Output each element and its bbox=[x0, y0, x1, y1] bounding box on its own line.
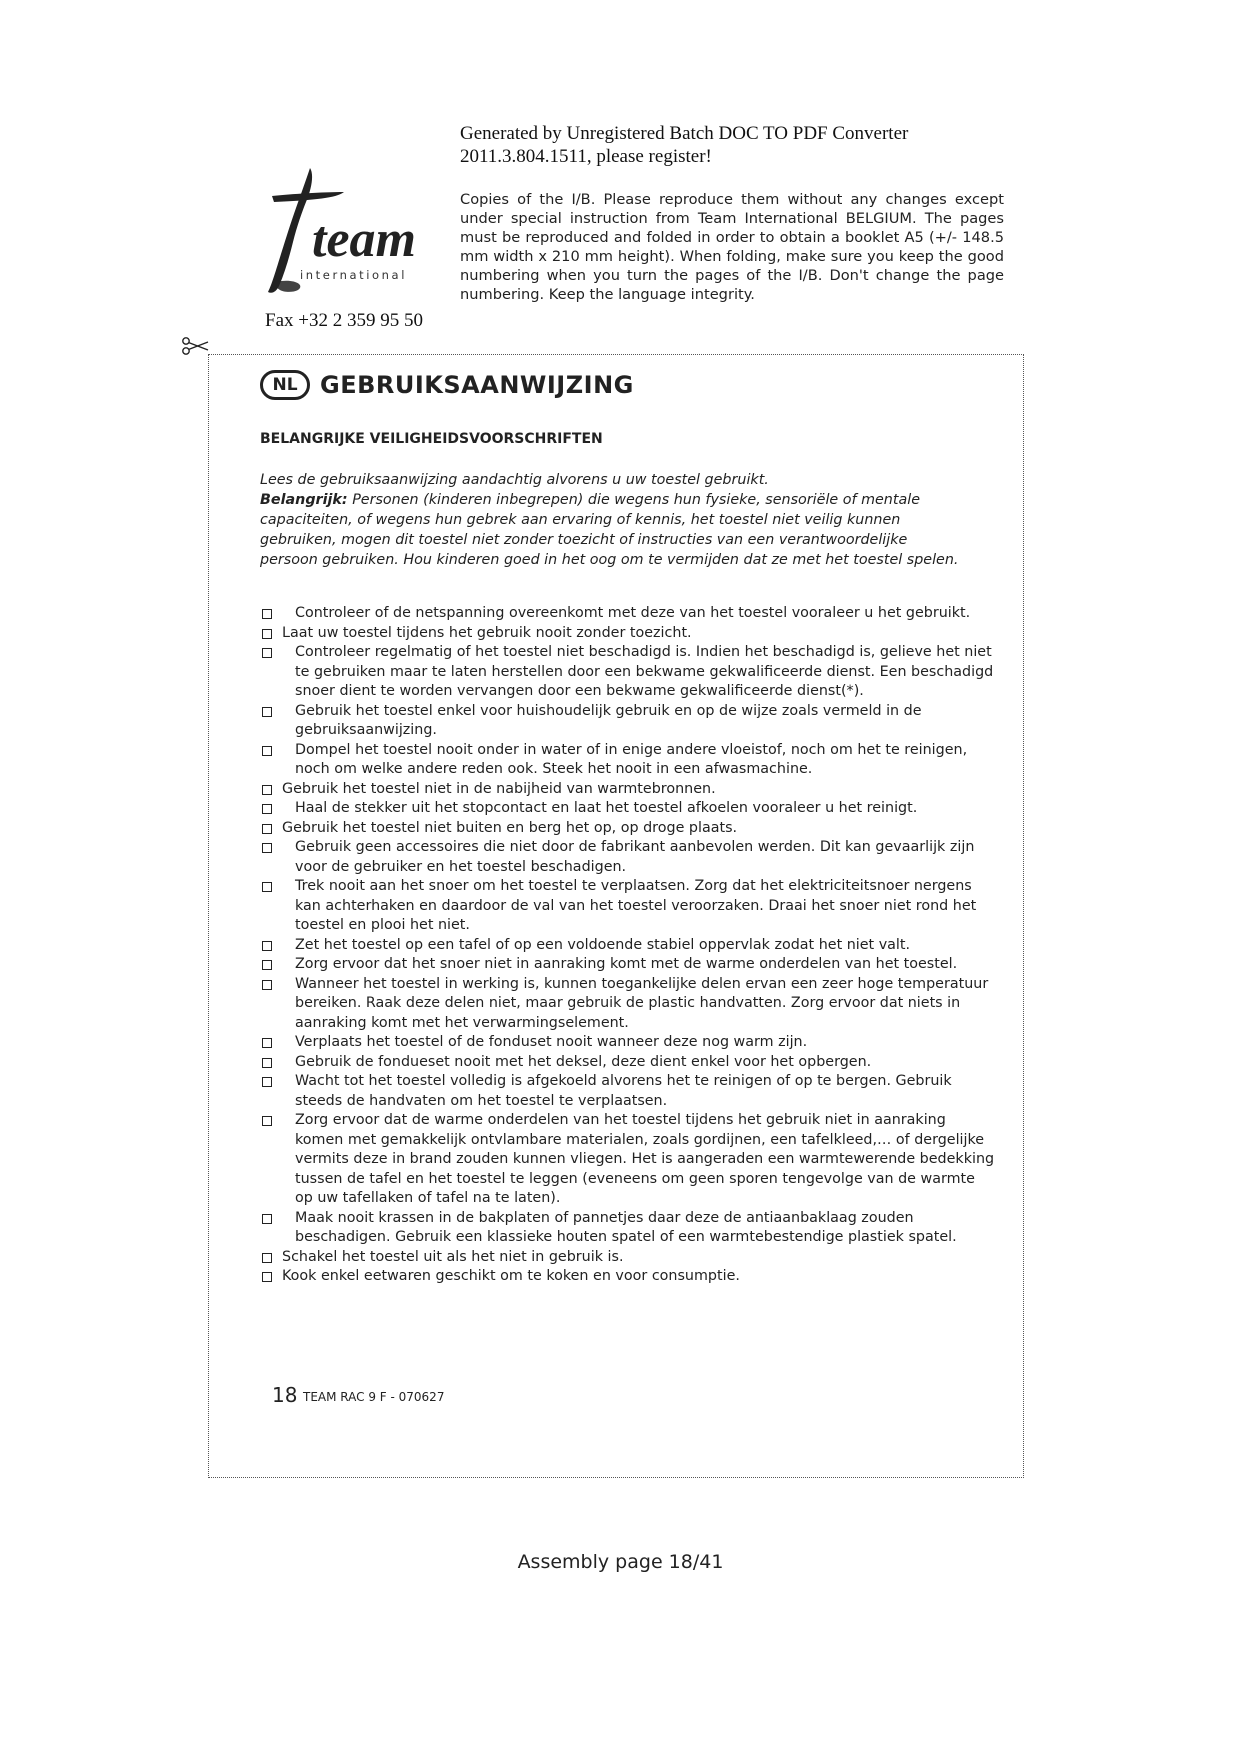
checkbox-bullet-icon bbox=[262, 804, 272, 814]
checkbox-bullet-icon bbox=[262, 629, 272, 639]
safety-rule bbox=[262, 838, 997, 877]
manual-title-row bbox=[260, 367, 634, 403]
safety-rule-text: Gebruik de fondueset nooit met het deksel, deze dient enkel voor het opbergen. bbox=[295, 1053, 872, 1070]
safety-rule bbox=[262, 780, 997, 800]
intro-paragraph bbox=[260, 470, 960, 570]
checkbox-bullet-icon bbox=[262, 609, 272, 619]
safety-rule bbox=[262, 604, 997, 624]
safety-rule-text: Verplaats het toestel of de fonduset nooit wanneer deze nog warm zijn. bbox=[295, 1034, 808, 1050]
checkbox-bullet-icon bbox=[262, 843, 272, 853]
safety-rule-text: Zorg ervoor dat de warme onderdelen van het toestel tijdens het gebruik niet in aanraking komen met gemakkelijk ontvlambare materialen, zoals gordijnen, een tafelkleed,… of dergelijke vermits deze in brand zouden kunnen vliegen. Het is aangeraden een warmtewerende bedekking tussen de tafel en het toestel te leggen (eveneens om geen sporen tengevolge van de warmte op uw tafellaken of tafel na te laten). bbox=[295, 1112, 995, 1206]
safety-rule bbox=[262, 1053, 997, 1073]
checkbox-bullet-icon bbox=[262, 1253, 272, 1263]
safety-rule bbox=[262, 975, 997, 1034]
safety-rule-text: Controleer regelmatig of het toestel niet beschadigd is. Indien het beschadigd is, gelieve het niet te gebruiken maar te laten herstellen door een bekwame gekwalificeerde dienst. Een beschadigd snoer dient te worden vervangen door een bekwame gekwalificeerde dienst(*). bbox=[295, 644, 994, 699]
fax-number: Fax +32 2 359 95 50 bbox=[265, 310, 423, 331]
safety-rule bbox=[262, 955, 997, 975]
checkbox-bullet-icon bbox=[262, 707, 272, 717]
safety-rule bbox=[262, 702, 997, 741]
safety-rule-text: Laat uw toestel tijdens het gebruik nooit zonder toezicht. bbox=[282, 624, 692, 641]
safety-rule bbox=[262, 1209, 997, 1248]
safety-rule bbox=[262, 1248, 997, 1268]
checkbox-bullet-icon bbox=[262, 882, 272, 892]
safety-rule bbox=[262, 799, 997, 819]
checkbox-bullet-icon bbox=[262, 648, 272, 658]
safety-rule-text: Schakel het toestel uit als het niet in gebruik is. bbox=[282, 1248, 624, 1265]
manual-title: GEBRUIKSAANWIJZING bbox=[320, 371, 634, 399]
converter-notice bbox=[460, 122, 1020, 168]
team-logo bbox=[262, 166, 422, 296]
safety-rule-text: Trek nooit aan het snoer om het toestel te verplaatsen. Zorg dat het elektriciteitsnoer nergens kan achterhaken en daardoor de val van het toestel veroorzaken. Draai het snoer niet rond het toestel en plooi het niet. bbox=[295, 878, 977, 933]
safety-rule-text: Kook enkel eetwaren geschikt om te koken en voor consumptie. bbox=[282, 1268, 740, 1284]
safety-rule bbox=[262, 1267, 997, 1287]
safety-rule-text: Controleer of de netspanning overeenkomt met deze van het toestel vooraleer u het gebruikt. bbox=[295, 605, 971, 621]
page-number: 18 bbox=[272, 1383, 298, 1407]
checkbox-bullet-icon bbox=[262, 941, 272, 951]
important-text: Personen (kinderen inbegrepen) die wegens hun fysieke, sensoriële of mentale capaciteiten, of wegens hun gebrek aan ervaring of kennis, het toestel niet veilig kunnen gebruiken, mogen dit toestel niet zonder toezicht of instructies van een verantwoordelijke persoon gebruiken. Hou kinderen goed in het oog om te vermijden dat ze met het toestel spelen. bbox=[260, 492, 959, 568]
safety-rule bbox=[262, 936, 997, 956]
safety-rule bbox=[262, 643, 997, 702]
logo-subtitle: international bbox=[300, 268, 408, 282]
scissors-icon bbox=[180, 336, 210, 356]
important-note bbox=[260, 490, 960, 570]
safety-rule-text: Wanneer het toestel in werking is, kunnen toegankelijke delen ervan een zeer hoge temperatuur bereiken. Raak deze delen niet, maar gebruik de plastic handvatten. Zorg ervoor dat niets in aanraking komt met het verwarmingselement. bbox=[295, 975, 989, 1031]
section-heading: BELANGRIJKE VEILIGHEIDSVOORSCHRIFTEN bbox=[260, 431, 603, 447]
converter-line-2: 2011.3.804.1511, please register! bbox=[460, 146, 712, 167]
safety-rule-text: Gebruik geen accessoires die niet door de fabrikant aanbevolen werden. Dit kan gevaarlijk zijn voor de gebruiker en het toestel beschadigen. bbox=[295, 839, 975, 875]
safety-rule-text: Gebruik het toestel niet buiten en berg het op, op droge plaats. bbox=[282, 819, 738, 836]
checkbox-bullet-icon bbox=[262, 1116, 272, 1126]
safety-rule bbox=[262, 819, 997, 839]
checkbox-bullet-icon bbox=[262, 746, 272, 756]
reproduction-instructions: Copies of the I/B. Please reproduce them without any changes except under special instruction from Team International BELGIUM. The pages must be reproduced and folded in order to obtain a booklet A5 (+/- 148.5 mm width x 210 mm height). When folding, make sure you keep the good numbering when you turn the pages of the I/B. Don't change the page numbering. Keep the language integrity. bbox=[460, 191, 1004, 303]
safety-rule bbox=[262, 1033, 997, 1053]
safety-rule bbox=[262, 741, 997, 780]
checkbox-bullet-icon bbox=[262, 1038, 272, 1048]
safety-rule-text: Zorg ervoor dat het snoer niet in aanraking komt met de warme onderdelen van het toestel. bbox=[295, 956, 958, 972]
checkbox-bullet-icon bbox=[262, 980, 272, 990]
safety-rule bbox=[262, 1111, 997, 1209]
safety-rule-text: Dompel het toestel nooit onder in water of in enige andere vloeistof, noch om het te reinigen, noch om welke andere reden ook. Steek het nooit in een afwasmachine. bbox=[295, 741, 968, 777]
safety-rule-text: Zet het toestel op een tafel of op een voldoende stabiel oppervlak zodat het niet valt. bbox=[295, 936, 911, 953]
safety-rule-text: Gebruik het toestel niet in de nabijheid van warmtebronnen. bbox=[282, 780, 716, 797]
safety-rules-list bbox=[262, 604, 997, 1287]
checkbox-bullet-icon bbox=[262, 1272, 272, 1282]
safety-rule-text: Gebruik het toestel enkel voor huishoudelijk gebruik en op de wijze zoals vermeld in de gebruiksaanwijzing. bbox=[295, 702, 922, 738]
checkbox-bullet-icon bbox=[262, 1058, 272, 1068]
checkbox-bullet-icon bbox=[262, 1077, 272, 1087]
checkbox-bullet-icon bbox=[262, 824, 272, 834]
logo-word: team bbox=[312, 211, 416, 268]
safety-rule bbox=[262, 877, 997, 936]
safety-rule-text: Maak nooit krassen in de bakplaten of pannetjes daar deze de antiaanbaklaag zouden beschadigen. Gebruik een klassieke houten spatel of een warmtebestendige plastiek spatel. bbox=[295, 1209, 957, 1245]
safety-rule-text: Haal de stekker uit het stopcontact en laat het toestel afkoelen vooraleer u het reinigt. bbox=[295, 800, 918, 816]
checkbox-bullet-icon bbox=[262, 785, 272, 795]
intro-line: Lees de gebruiksaanwijzing aandachtig alvorens u uw toestel gebruikt. bbox=[260, 472, 769, 488]
safety-rule-text: Wacht tot het toestel volledig is afgekoeld alvorens het te reinigen of op te bergen. Gebruik steeds de handvaten om het toestel te verplaatsen. bbox=[295, 1073, 952, 1109]
model-code: TEAM RAC 9 F - 070627 bbox=[303, 1390, 445, 1404]
language-badge: NL bbox=[260, 370, 310, 400]
converter-line-1: Generated by Unregistered Batch DOC TO PDF Converter bbox=[460, 123, 909, 144]
important-label: Belangrijk: bbox=[260, 492, 348, 508]
checkbox-bullet-icon bbox=[262, 1214, 272, 1224]
checkbox-bullet-icon bbox=[262, 960, 272, 970]
safety-rule bbox=[262, 624, 997, 644]
assembly-page-label: Assembly page 18/41 bbox=[517, 1551, 724, 1573]
safety-rule bbox=[262, 1072, 997, 1111]
